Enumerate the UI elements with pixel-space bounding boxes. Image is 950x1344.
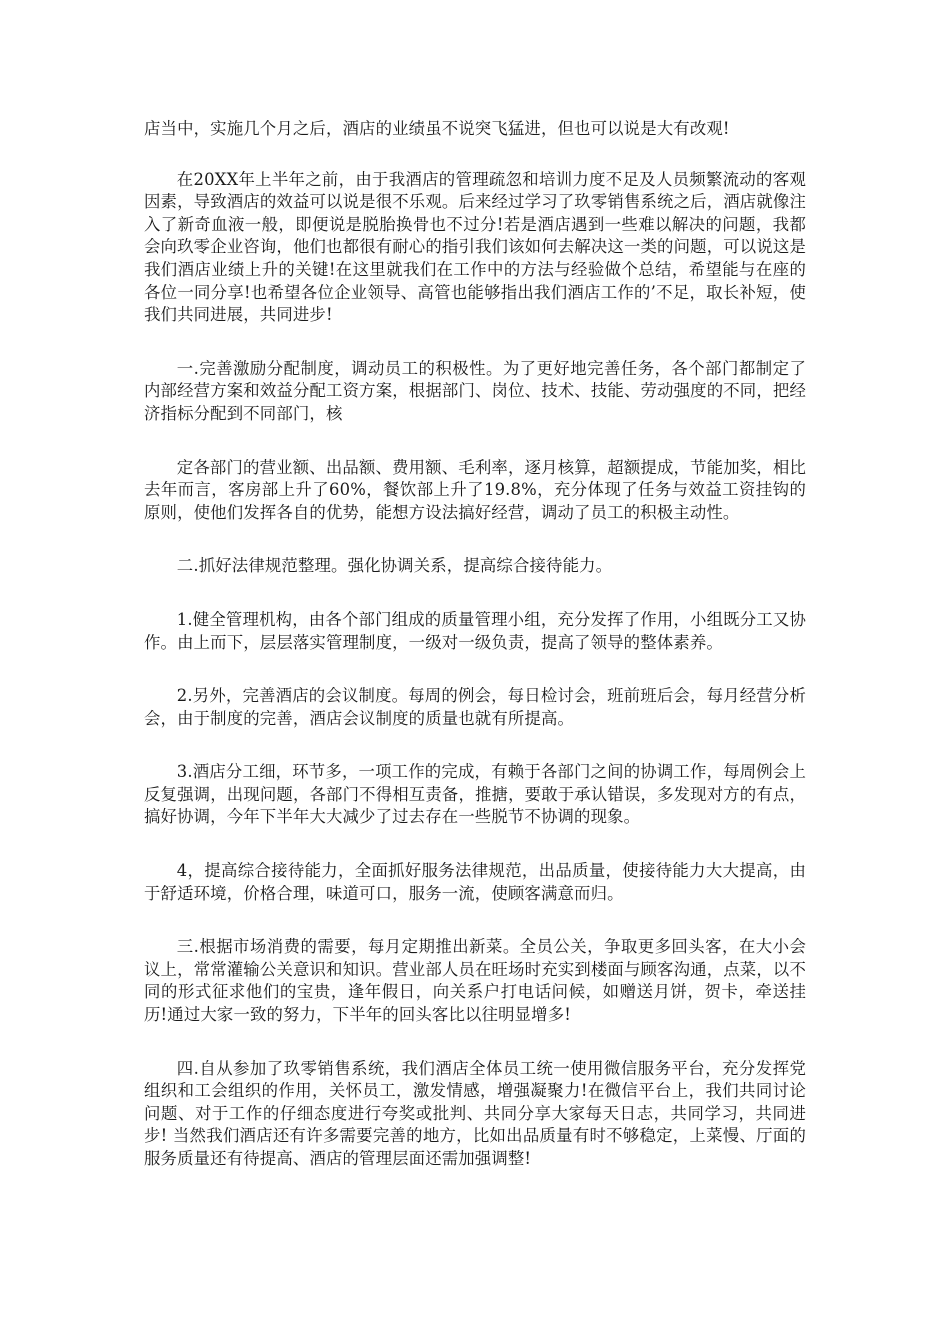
paragraph-section-1-cont: 定各部门的营业额、出品额、费用额、毛利率，逐月核算，超额提成，节能加奖，相比去年而言，客房部上升了60%，餐饮部上升了19.8%，充分体现了任务与效益工资挂钩的原则，使他们发挥各自的优势，能想方设法搞好经营，调动了员工的积极主动性。 — [144, 457, 806, 522]
paragraph-section-4: 四.自从参加了玖零销售系统，我们酒店全体员工统一使用微信服务平台，充分发挥党组织和工会组织的作用，关怀员工，激发情感，增强凝聚力!在微信平台上，我们共同讨论问题、对于工作的仔细态度进行夸奖或批判、共同分享大家每天日志，共同学习，共同进步! 当然我们酒店还有许多需要完善的地方，比如出品质量有时不够稳定，上菜慢、厅面的服务质量还有待提高、酒店的管理层面还需加强调整! — [144, 1058, 806, 1168]
paragraph-item-1: 1.健全管理机构，由各个部门组成的质量管理小组，充分发挥了作用，小组既分工又协作。由上而下，层层落实管理制度，一级对一级负责，提高了领导的整体素养。 — [144, 609, 806, 652]
paragraph-item-3: 3.酒店分工细，环节多，一项工作的完成，有赖于各部门之间的协调工作，每周例会上反复强调，出现问题，各部门不得相互责备，推搪，要敢于承认错误，多发现对方的有点，搞好协调，今年下半年大大减少了过去存在一些脱节不协调的现象。 — [144, 762, 806, 827]
paragraph-continuation: 店当中，实施几个月之后，酒店的业绩虽不说突飞猛进，但也可以说是大有改观! — [144, 119, 730, 138]
paragraph-intro: 在20XX年上半年之前，由于我酒店的管理疏忽和培训力度不足及人员频繁流动的客观因素，导致酒店的效益可以说是很不乐观。后来经过学习了玖零销售系统之后，酒店就像注入了新奇血液一般，即便说是脱胎换骨也不过分!若是酒店遇到一些难以解决的问题，我都会向玖零企业咨询，他们也都很有耐心的指引我们该如何去解决这一类的问题，可以说这是我们酒店业绩上升的关键!在这里就我们在工作中的方法与经验做个总结，希望能与在座的各位一同分享!也希望各位企业领导、高管也能够指出我们酒店工作的’不足，取长补短，使我们共同进展，共同进步! — [144, 169, 806, 325]
paragraph-item-2: 2.另外，完善酒店的会议制度。每周的例会，每日检讨会，班前班后会，每月经营分析会，由于制度的完善，酒店会议制度的质量也就有所提高。 — [144, 686, 806, 728]
paragraph-item-4: 4，提高综合接待能力，全面抓好服务法律规范，出品质量，使接待能力大大提高，由于舒适环境，价格合理，味道可口，服务一流，使顾客满意而归。 — [144, 861, 806, 903]
paragraph-section-2: 二.抓好法律规范整理。强化协调关系，提高综合接待能力。 — [176, 556, 613, 576]
paragraph-section-3: 三.根据市场消费的需要，每月定期推出新菜。全员公关，争取更多回头客，在大小会议上，常常灌输公关意识和知识。营业部人员在旺场时充实到楼面与顾客沟通，点菜，以不同的形式征求他们的宝贵，逢年假日，向关系户打电话问候，如赠送月饼，贺卡，牵送挂历!通过大家一致的努力，下半年的回头客比以往明显增多! — [144, 937, 806, 1025]
paragraph-section-1: 一.完善激励分配制度，调动员工的积极性。为了更好地完善任务，各个部门都制定了内部经营方案和效益分配工资方案，根据部门、岗位、技术、技能、劳动强度的不同，把经济指标分配到不同部门，核 — [144, 358, 806, 423]
